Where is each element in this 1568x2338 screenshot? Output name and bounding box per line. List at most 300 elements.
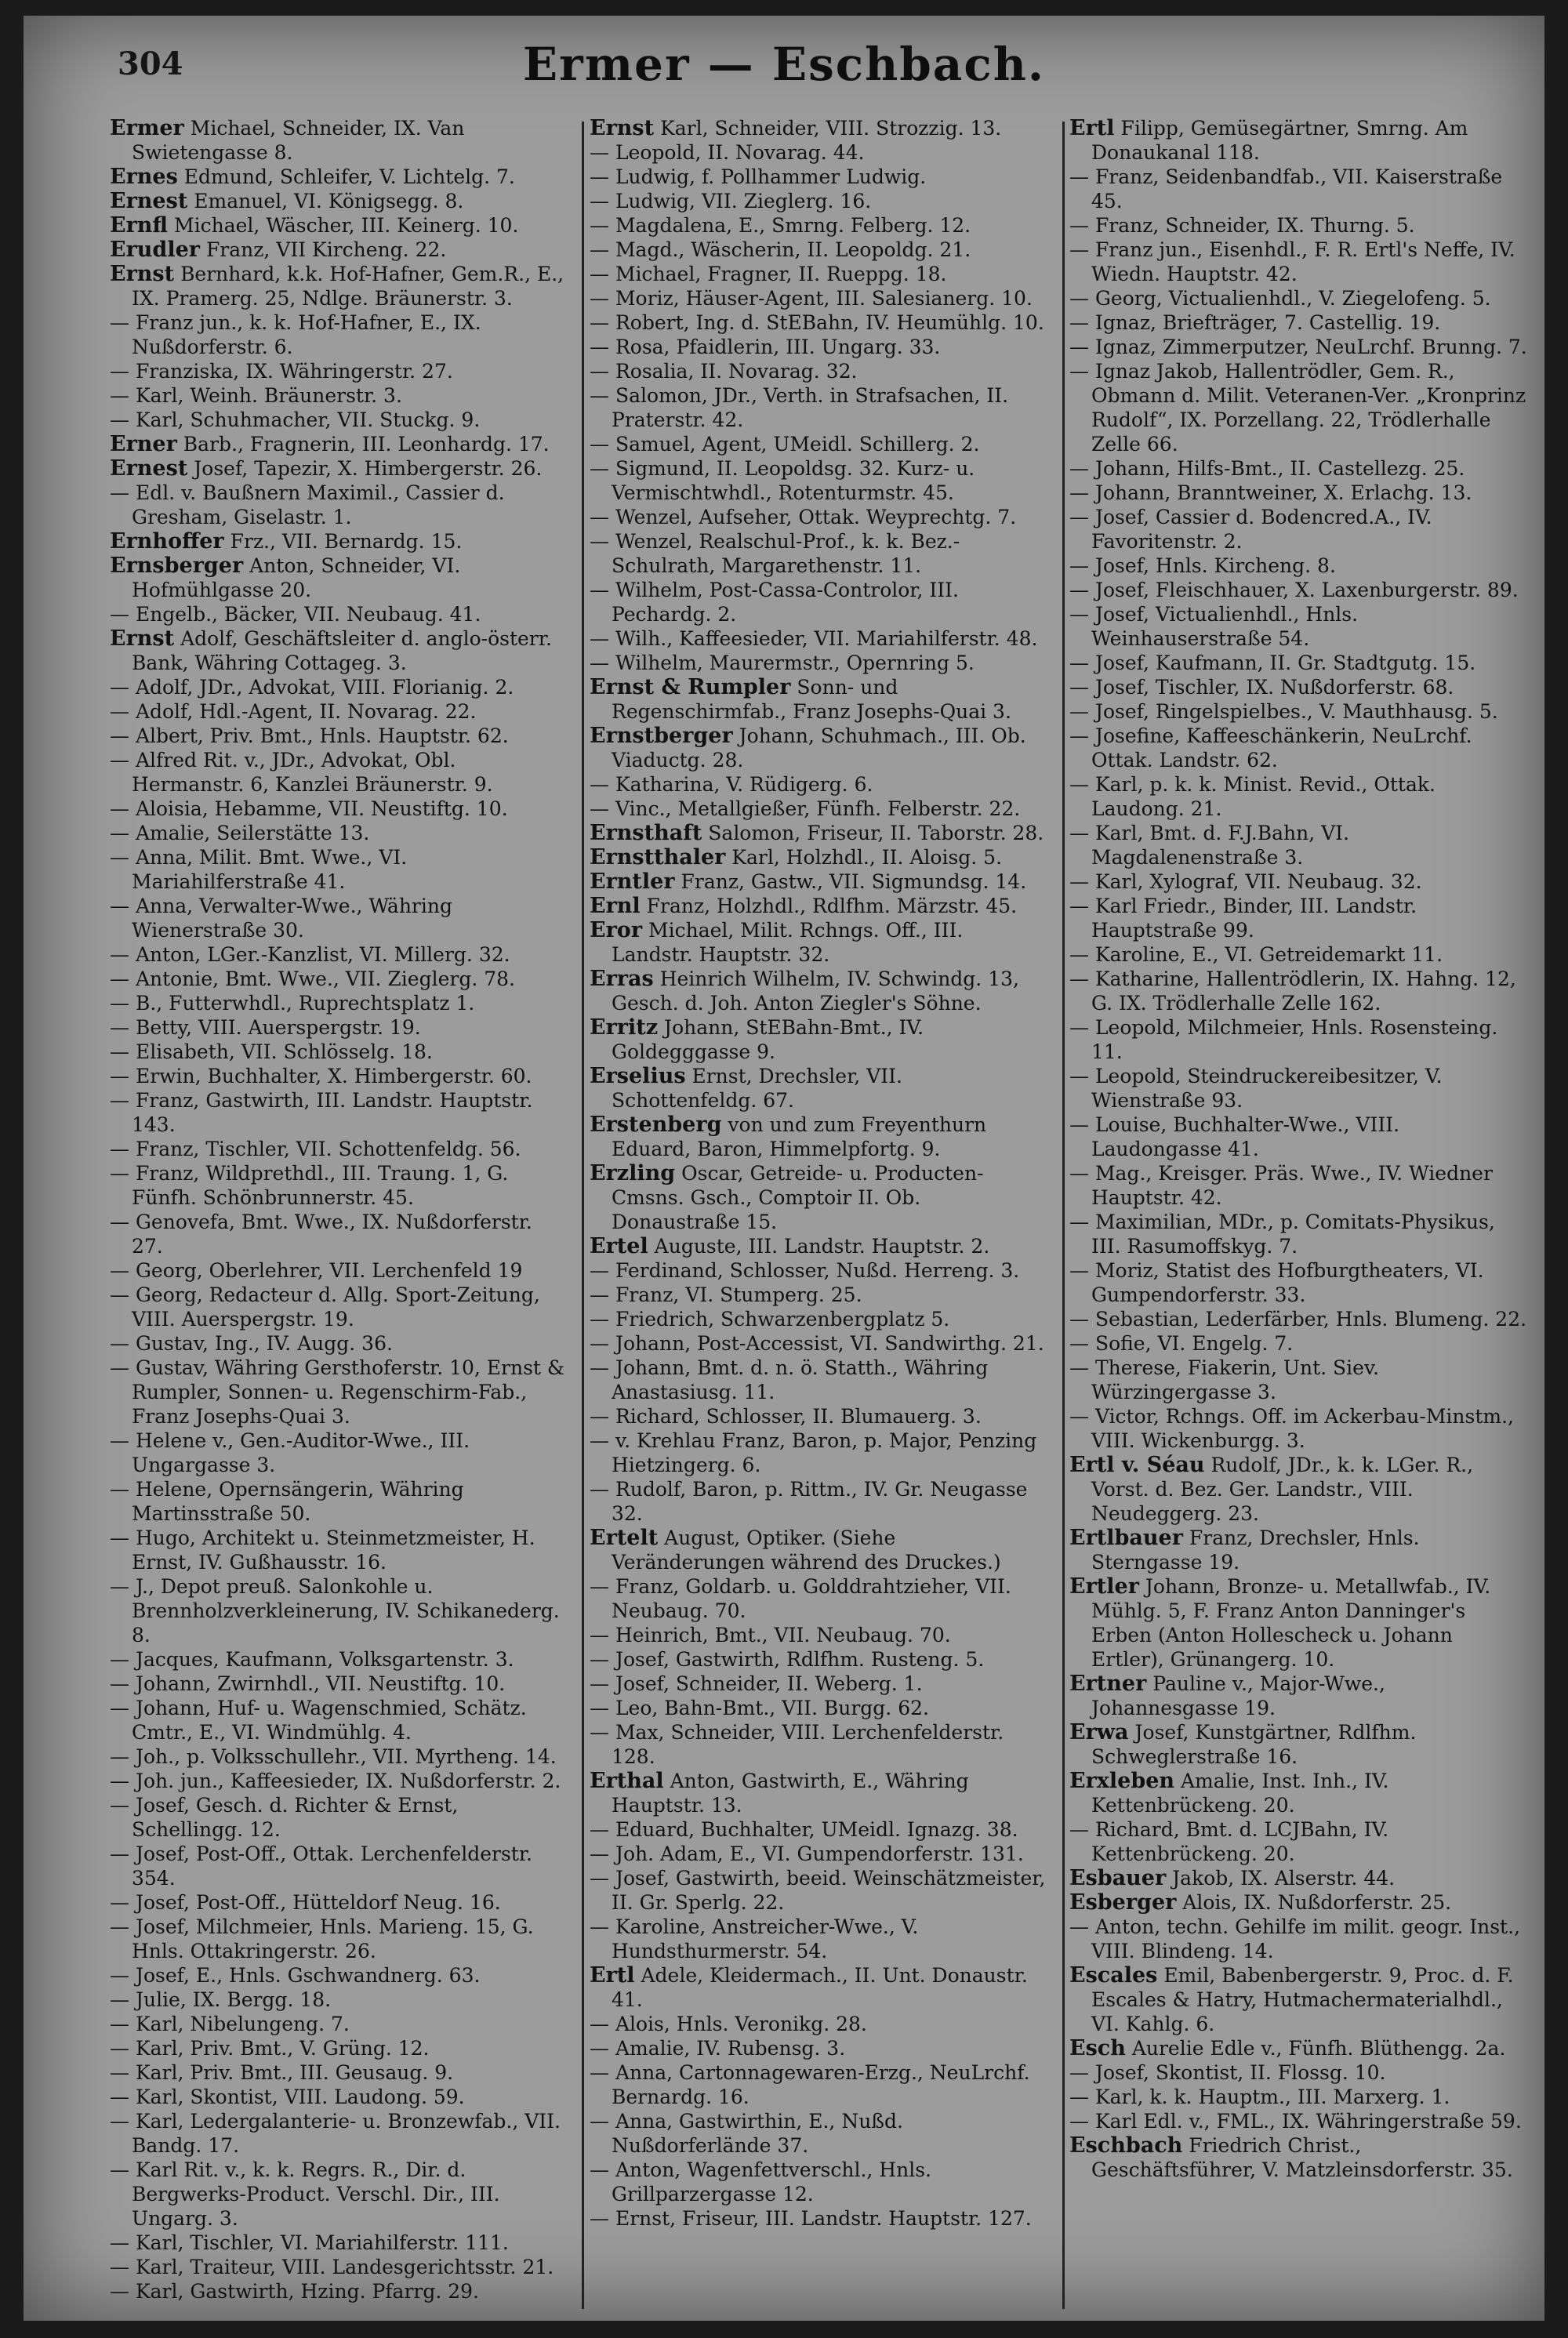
entry-text: — Katharine, Hallentrödlerin, IX. Hahng. 12, G. IX. Trödlerhalle Zelle 162. [1069, 968, 1516, 1015]
entry-text: von und zum Freyenthurn Eduard, Baron, Himmelpfortg. 9. [612, 1113, 987, 1160]
entry-text: — Adolf, JDr., Advokat, VIII. Florianig. 2. [110, 676, 514, 699]
entry-text: — Leopold, Milchmeier, Hnls. Rosensteing. 11. [1069, 1016, 1498, 1063]
directory-entry [1069, 578, 1528, 602]
directory-entry [1069, 675, 1528, 699]
entry-text: — Victor, Rchngs. Off. im Ackerbau-Minstm., VIII. Wickenburgg. 3. [1069, 1405, 1514, 1452]
entry-text: — Josef, Tischler, IX. Nußdorferstr. 68. [1069, 676, 1454, 699]
entry-text: — Ludwig, f. Pollhammer Ludwig. [590, 165, 927, 188]
entry-text: — Alois, Hnls. Veronikg. 28. [590, 2013, 867, 2035]
entry-text: — Wenzel, Aufseher, Ottak. Weyprechtg. 7. [590, 506, 1017, 528]
directory-entry [590, 772, 1048, 797]
directory-entry [110, 1915, 568, 1963]
directory-entry [590, 894, 1048, 918]
directory-entry [1069, 1258, 1528, 1307]
directory-entry [590, 1331, 1048, 1356]
entry-text: Franz, Gastw., VII. Sigmundsg. 14. [681, 870, 1027, 893]
directory-entry [110, 1161, 568, 1210]
entry-text: — Albert, Priv. Bmt., Hnls. Hauptstr. 62. [110, 724, 509, 747]
entry-text: — Josef, Gastwirth, Rdlfhm. Rusteng. 5. [590, 1648, 985, 1671]
entry-text: — Karl, Ledergalanterie- u. Bronzewfab., VII. Bandg. 17. [110, 2110, 561, 2157]
directory-entry [590, 1574, 1048, 1623]
directory-entry [110, 1356, 568, 1429]
directory-entry [1069, 1210, 1528, 1258]
directory-entry [590, 845, 1048, 869]
directory-entry [590, 1161, 1048, 1234]
entry-text: — Amalie, IV. Rubensg. 3. [590, 2037, 846, 2060]
page-number: 304 [118, 45, 183, 82]
entry-text: — Anton, techn. Gehilfe im milit. geogr. Inst., VIII. Blindeng. 14. [1069, 1915, 1520, 1962]
directory-page [24, 16, 1544, 2321]
entry-text: — Gustav, Ing., IV. Augg. 36. [110, 1332, 393, 1355]
directory-entry [590, 189, 1048, 213]
directory-entry [590, 1963, 1048, 2012]
directory-entry [590, 165, 1048, 189]
directory-entry [590, 869, 1048, 894]
entry-surname: Erwa [1069, 1720, 1129, 1744]
directory-entry [110, 408, 568, 432]
directory-entry [110, 1769, 568, 1793]
entry-surname: Ertler [1069, 1574, 1139, 1599]
entry-surname: Ernst & Rumpler [590, 675, 791, 699]
directory-entry [590, 1283, 1048, 1307]
entry-text: — Leo, Bahn-Bmt., VII. Burgg. 62. [590, 1697, 929, 1719]
directory-entry [110, 2158, 568, 2231]
directory-entry [1069, 1574, 1528, 1672]
column-middle [590, 116, 1048, 2311]
entry-text: — Alfred Rit. v., JDr., Advokat, Obl. Hermanstr. 6, Kanzlei Bräunerstr. 9. [110, 749, 493, 796]
directory-entry [1069, 1526, 1528, 1574]
directory-entry [110, 1793, 568, 1842]
directory-entry [590, 116, 1048, 140]
directory-entry [590, 578, 1048, 626]
entry-surname: Esbauer [1069, 1866, 1167, 1890]
entry-text: — Josef, Post-Off., Ottak. Lerchenfelderstr. 354. [110, 1842, 532, 1890]
entry-text: — B., Futterwhdl., Ruprechtsplatz 1. [110, 992, 475, 1015]
entry-surname: Ernst [110, 626, 175, 651]
directory-entry [1069, 1404, 1528, 1453]
entry-text: — Elisabeth, VII. Schlösselg. 18. [110, 1040, 433, 1063]
directory-entry [590, 1015, 1048, 1064]
directory-entry [1069, 1890, 1528, 1915]
entry-surname: Ernsberger [110, 554, 244, 578]
entry-text: — Richard, Bmt. d. LCJBahn, IV. Kettenbrückeng. 20. [1069, 1818, 1389, 1865]
entry-text: — Ferdinand, Schlosser, Nußd. Herreng. 3. [590, 1259, 1020, 1282]
entry-text: — Hugo, Architekt u. Steinmetzmeister, H. Ernst, IV. Gußhausstr. 16. [110, 1527, 535, 1574]
directory-entry [590, 2036, 1048, 2060]
entry-text: Salomon, Friseur, II. Taborstr. 28. [708, 822, 1044, 844]
entry-text: Jakob, IX. Alserstr. 44. [1172, 1867, 1396, 1890]
entry-text: — Karl, Bmt. d. F.J.Bahn, VI. Magdalenenstraße 3. [1069, 822, 1349, 869]
entry-surname: Ernes [110, 165, 178, 189]
entry-text: — Johann, Bmt. d. n. ö. Statth., Währing Anastasiusg. 11. [590, 1356, 989, 1403]
entry-text: — Josef, Victualienhdl., Hnls. Weinhauserstraße 54. [1069, 603, 1359, 650]
entry-text: — Karl, Tischler, VI. Mariahilferstr. 111. [110, 2231, 509, 2254]
directory-entry [590, 1234, 1048, 1258]
page-header [24, 16, 1544, 118]
directory-entry [110, 724, 568, 748]
entry-text: Emanuel, VI. Königsegg. 8. [194, 190, 464, 212]
entry-text: — Katharina, V. Rüdigerg. 6. [590, 773, 873, 796]
directory-entry [110, 1890, 568, 1915]
entry-text: Josef, Tapezir, X. Himbergerstr. 26. [194, 457, 543, 480]
entry-text: — Louise, Buchhalter-Wwe., VIII. Laudongasse 41. [1069, 1113, 1400, 1160]
directory-entry [110, 1842, 568, 1890]
entry-text: — Therese, Fiakerin, Unt. Siev. Würzingergasse 3. [1069, 1356, 1380, 1403]
directory-entry [110, 2255, 568, 2279]
entry-text: — Adolf, Hdl.-Agent, II. Novarag. 22. [110, 700, 477, 723]
entry-text: — Josef, Schneider, II. Weberg. 1. [590, 1672, 923, 1695]
directory-entry [1069, 456, 1528, 481]
entry-text: — Franz, Tischler, VII. Schottenfeldg. 56. [110, 1138, 521, 1160]
entry-text: — Magd., Wäscherin, II. Leopoldg. 21. [590, 238, 971, 261]
entry-text: — Michael, Fragner, II. Rueppg. 18. [590, 263, 947, 285]
directory-entry [1069, 1817, 1528, 1866]
directory-entry [110, 1477, 568, 1526]
directory-entry [590, 2158, 1048, 2206]
directory-entry [110, 699, 568, 724]
entry-surname: Ertl [1069, 116, 1115, 140]
entry-text: Johann, Schuhmach., III. Ob. Viaductg. 28. [612, 724, 1026, 771]
entry-text: — Sofie, VI. Engelg. 7. [1069, 1332, 1294, 1355]
directory-entry [590, 286, 1048, 310]
directory-entry [590, 2060, 1048, 2109]
directory-entry [1069, 651, 1528, 675]
entry-text: — Vinc., Metallgießer, Fünfh. Felberstr. 22. [590, 797, 1021, 820]
directory-entry [1069, 1064, 1528, 1113]
entry-text: — Franz, Wildprethdl., III. Traung. 1, G. Fünfh. Schönbrunnerstr. 45. [110, 1162, 509, 1209]
entry-text: Franz, VII Kircheng. 22. [205, 238, 447, 261]
directory-entry [1069, 869, 1528, 894]
entry-surname: Erxleben [1069, 1769, 1175, 1793]
entry-text: Karl, Schneider, VIII. Strozzig. 13. [660, 117, 1002, 140]
entry-text: — Karl, Weinh. Bräunerstr. 3. [110, 384, 402, 407]
entry-surname: Ertner [1069, 1672, 1147, 1696]
directory-entry [590, 238, 1048, 262]
entry-surname: Ertl [590, 1963, 635, 1988]
entry-text: — Franz, Seidenbandfab., VII. Kaiserstraße 45. [1069, 165, 1503, 212]
entry-text: Friedrich Christ., Geschäftsführer, V. Matzleinsdorferstr. 35. [1091, 2134, 1513, 2181]
entry-text: — Karl, Schuhmacher, VII. Stuckg. 9. [110, 408, 481, 431]
directory-entry [1069, 310, 1528, 335]
entry-text: — Anton, Wagenfettverschl., Hnls. Grillparzergasse 12. [590, 2158, 931, 2205]
entry-text: Franz, Drechsler, Hnls. Sterngasse 19. [1091, 1527, 1420, 1574]
directory-entry [590, 1356, 1048, 1404]
directory-entry [110, 432, 568, 456]
directory-entry [590, 1429, 1048, 1477]
directory-entry [1069, 1769, 1528, 1817]
entry-text: — Joh. Adam, E., VI. Gumpendorferstr. 131. [590, 1842, 1024, 1865]
entry-text: — Aloisia, Hebamme, VII. Neustiftg. 10. [110, 797, 508, 820]
directory-entry [110, 1015, 568, 1040]
directory-entry [590, 797, 1048, 821]
entry-text: — Julie, IX. Bergg. 18. [110, 1988, 332, 2011]
directory-entry [110, 481, 568, 529]
directory-entry [590, 1113, 1048, 1161]
directory-entry [1069, 481, 1528, 505]
directory-entry [110, 967, 568, 991]
entry-text: — Karl, Xylograf, VII. Neubaug. 32. [1069, 870, 1422, 893]
entry-text: — Franz, Schneider, IX. Thurng. 5. [1069, 214, 1415, 237]
entry-surname: Erthal [590, 1769, 664, 1793]
directory-entry [1069, 1963, 1528, 2036]
entry-text: — Anna, Cartonnagewaren-Erzg., NeuLrchf. Bernardg. 16. [590, 2061, 1030, 2108]
entry-text: — Franz jun., Eisenhdl., F. R. Ertl's Neffe, IV. Wiedn. Hauptstr. 42. [1069, 238, 1515, 285]
directory-entry [110, 821, 568, 845]
directory-entry [590, 2109, 1048, 2158]
directory-entry [1069, 554, 1528, 578]
entry-surname: Ertel [590, 1234, 648, 1258]
entry-text: Aurelie Edle v., Fünfh. Blüthengg. 2a. [1131, 2037, 1506, 2060]
entry-text: — Wenzel, Realschul-Prof., k. k. Bez.-Schulrath, Margarethenstr. 11. [590, 530, 960, 577]
directory-entry [590, 213, 1048, 238]
entry-text: — Ignaz, Zimmerputzer, NeuLrchf. Brunng. 7. [1069, 336, 1527, 358]
directory-entry [110, 2231, 568, 2255]
directory-entry [1069, 772, 1528, 821]
entry-text: — Franz jun., k. k. Hof-Hafner, E., IX. Nußdorferstr. 6. [110, 311, 481, 358]
entry-text: — Karl, Gastwirth, Hzing. Pfarrg. 29. [110, 2280, 480, 2303]
directory-entry [110, 554, 568, 602]
directory-entry [590, 821, 1048, 845]
entry-text: — Wilhelm, Maurermstr., Opernring 5. [590, 652, 975, 674]
directory-entry [590, 310, 1048, 335]
entry-text: — Karl, k. k. Hauptm., III. Marxerg. 1. [1069, 2086, 1450, 2108]
directory-entry [110, 165, 568, 189]
directory-entry [1069, 1866, 1528, 1890]
directory-entry [110, 894, 568, 942]
entry-text: — Rosa, Pfaidlerin, III. Ungarg. 33. [590, 336, 941, 358]
entry-text: Michael, Schneider, IX. Van Swietengasse 8. [132, 117, 465, 164]
directory-entry [590, 1064, 1048, 1113]
entry-surname: Ernst [110, 262, 175, 286]
entry-text: — Maximilian, MDr., p. Comitats-Physikus, III. Rasumoffskyg. 7. [1069, 1211, 1495, 1258]
entry-text: — Josef, Milchmeier, Hnls. Marieng. 15, G. Hnls. Ottakringerstr. 26. [110, 1915, 534, 1962]
entry-text: — Josef, Kaufmann, II. Gr. Stadtgutg. 15. [1069, 652, 1476, 674]
entry-surname: Eror [590, 918, 643, 942]
entry-text: — Gustav, Währing Gersthoferstr. 10, Ernst & Rumpler, Sonnen- u. Regenschirm-Fab., Franz Josephs-Quai 3. [110, 1356, 565, 1428]
directory-entry [1069, 2085, 1528, 2109]
directory-entry [1069, 165, 1528, 213]
entry-surname: Esberger [1069, 1890, 1177, 1915]
entry-text: — Ignaz, Briefträger, 7. Castellig. 19. [1069, 311, 1441, 334]
entry-text: — Anna, Verwalter-Wwe., Währing Wienerstraße 30. [110, 895, 452, 942]
directory-entry [1069, 1331, 1528, 1356]
entry-text: Frz., VII. Bernardg. 15. [230, 530, 463, 553]
directory-entry [110, 1526, 568, 1574]
directory-entry [110, 2279, 568, 2304]
entry-text: — Josef, Cassier d. Bodencred.A., IV. Favoritenstr. 2. [1069, 506, 1432, 553]
directory-entry [590, 456, 1048, 505]
directory-entry [110, 383, 568, 408]
directory-entry [110, 2012, 568, 2036]
directory-entry [110, 1429, 568, 1477]
entry-text: — Anna, Milit. Bmt. Wwe., VI. Mariahilferstraße 41. [110, 846, 408, 893]
entry-text: — Karoline, E., VI. Getreidemarkt 11. [1069, 943, 1443, 966]
directory-entry [110, 529, 568, 554]
directory-entry [590, 383, 1048, 432]
entry-text: — Karl, Priv. Bmt., III. Geusaug. 9. [110, 2061, 454, 2084]
entry-text: Edmund, Schleifer, V. Lichtelg. 7. [183, 165, 515, 188]
entry-text: — Josefine, Kaffeeschänkerin, NeuLrchf. Ottak. Landstr. 62. [1069, 724, 1472, 771]
directory-entry [590, 724, 1048, 772]
directory-entry [1069, 967, 1528, 1015]
entry-text: Amalie, Inst. Inh., IV. Kettenbrückeng. 20. [1091, 1770, 1389, 1817]
directory-entry [110, 1963, 568, 1988]
entry-text: — Ludwig, VII. Zieglerg. 16. [590, 190, 872, 212]
entry-surname: Erner [110, 432, 177, 456]
directory-entry [110, 1647, 568, 1672]
entry-text: — Helene v., Gen.-Auditor-Wwe., III. Ungargasse 3. [110, 1429, 470, 1476]
entry-text: — Ernst, Friseur, III. Landstr. Hauptstr. 127. [590, 2207, 1032, 2230]
entry-text: — Leopold, Steindruckereibesitzer, V. Wienstraße 93. [1069, 1065, 1443, 1112]
directory-entry [1069, 1720, 1528, 1769]
directory-entry [110, 1088, 568, 1137]
entry-text: — Max, Schneider, VIII. Lerchenfelderstr. 128. [590, 1721, 1004, 1768]
directory-entry [1069, 699, 1528, 724]
directory-entry [590, 335, 1048, 359]
entry-surname: Ernstberger [590, 724, 733, 748]
entry-surname: Ernhoffer [110, 529, 224, 554]
entry-text: — Karl, Nibelungeng. 7. [110, 2013, 350, 2035]
directory-entry [590, 262, 1048, 286]
directory-entry [590, 140, 1048, 165]
entry-text: — Josef, Hnls. Kircheng. 8. [1069, 554, 1336, 577]
directory-entry [110, 1696, 568, 1744]
directory-entry [110, 1040, 568, 1064]
directory-entry [590, 1720, 1048, 1769]
entry-text: — Edl. v. Baußnern Maximil., Cassier d. Gresham, Giselastr. 1. [110, 481, 505, 528]
entry-text: — Johann, Hilfs-Bmt., II. Castellezg. 25. [1069, 457, 1465, 480]
entry-surname: Erzling [590, 1161, 676, 1185]
directory-entry [110, 2060, 568, 2085]
directory-entry [110, 626, 568, 675]
directory-entry [1069, 213, 1528, 238]
entry-text: Sonn- und Regenschirmfab., Franz Josephs-Quai 3. [612, 676, 1011, 723]
directory-entry [110, 456, 568, 481]
entry-text: — Josef, E., Hnls. Gschwandnerg. 63. [110, 1964, 481, 1987]
directory-entry [590, 675, 1048, 724]
entry-text: — Engelb., Bäcker, VII. Neubaug. 41. [110, 603, 481, 626]
directory-entry [110, 2036, 568, 2060]
directory-entry [110, 213, 568, 238]
entry-surname: Ernst [590, 116, 655, 140]
entry-text: — Karl, Traiteur, VIII. Landesgerichtsstr. 21. [110, 2256, 554, 2278]
directory-entry [590, 1696, 1048, 1720]
entry-text: — Karl, Priv. Bmt., V. Grüng. 12. [110, 2037, 430, 2060]
entry-text: — Georg, Redacteur d. Allg. Sport-Zeitung, VIII. Auerspergstr. 19. [110, 1283, 540, 1331]
entry-text: — Karoline, Anstreicher-Wwe., V. Hundsthurmerstr. 54. [590, 1915, 919, 1962]
entry-text: — Johann, Zwirnhdl., VII. Neustiftg. 10. [110, 1672, 506, 1695]
entry-text: — Johann, Post-Accessist, VI. Sandwirthg. 21. [590, 1332, 1044, 1355]
entry-text: Adele, Kleidermach., II. Unt. Donaustr. 41. [612, 1964, 1028, 2011]
entry-text: — Josef, Ringelspielbes., V. Mauthhausg. 5. [1069, 700, 1498, 723]
entry-text: — v. Krehlau Franz, Baron, p. Major, Penzing Hietzingerg. 6. [590, 1429, 1037, 1476]
entry-text: Michael, Wäscher, III. Keinerg. 10. [174, 214, 519, 237]
directory-entry [1069, 2133, 1528, 2182]
directory-entry [1069, 238, 1528, 286]
directory-entry [110, 845, 568, 894]
entry-text: — Leopold, II. Novarag. 44. [590, 141, 865, 164]
directory-entry [590, 359, 1048, 383]
directory-entry [1069, 286, 1528, 310]
directory-entry [590, 1842, 1048, 1866]
entry-text: August, Optiker. (Siehe Veränderungen während des Druckes.) [612, 1527, 1001, 1574]
directory-entry [1069, 1915, 1528, 1963]
entry-text: Ernst, Drechsler, VII. Schottenfeldg. 67. [612, 1065, 902, 1112]
entry-text: — Franz, Goldarb. u. Golddrahtzieher, VII. Neubaug. 70. [590, 1575, 1011, 1622]
entry-text: Alois, IX. Nußdorferstr. 25. [1182, 1891, 1452, 1914]
column-left [110, 116, 568, 2311]
directory-entry [110, 116, 568, 165]
entry-text: — Karl, Skontist, VIII. Laudong. 59. [110, 2086, 465, 2108]
entry-text: Filipp, Gemüsegärtner, Smrng. Am Donaukanal 118. [1091, 117, 1468, 164]
directory-entry [110, 1258, 568, 1283]
directory-entry [1069, 602, 1528, 651]
directory-entry [590, 529, 1048, 578]
entry-text: — Eduard, Buchhalter, UMeidl. Ignazg. 38. [590, 1818, 1018, 1841]
directory-entry [590, 918, 1048, 967]
directory-entry [110, 1137, 568, 1161]
entry-surname: Ernstthaler [590, 845, 726, 869]
directory-entry [110, 1988, 568, 2012]
directory-entry [110, 1064, 568, 1088]
directory-entry [1069, 821, 1528, 869]
entry-text: — Genovefa, Bmt. Wwe., IX. Nußdorferstr. 27. [110, 1211, 532, 1258]
entry-text: Anton, Gastwirth, E., Währing Hauptstr. 13. [612, 1770, 969, 1817]
entry-surname: Ermer [110, 116, 184, 140]
directory-entry [590, 1672, 1048, 1696]
entry-text: Emil, Babenbergerstr. 9, Proc. d. F. Escales & Hatry, Hutmachermaterialhdl., VI. Kahlg. 6. [1091, 1964, 1514, 2035]
directory-entry [110, 2109, 568, 2158]
directory-entry [110, 189, 568, 213]
entry-text: — Franz, Gastwirth, III. Landstr. Hauptstr. 143. [110, 1089, 533, 1136]
entry-text: — Sigmund, II. Leopoldsg. 32. Kurz- u. Vermischtwhdl., Rotenturmstr. 45. [590, 457, 975, 504]
directory-entry [1069, 2109, 1528, 2133]
entry-surname: Erras [590, 967, 654, 991]
entry-surname: Ernest [110, 189, 188, 213]
entry-text: — Robert, Ing. d. StEBahn, IV. Heumühlg. 10. [590, 311, 1044, 334]
directory-entry [590, 1769, 1048, 1817]
directory-entry [110, 991, 568, 1015]
entry-text: Franz, Holzhdl., Rdlfhm. Märzstr. 45. [646, 895, 1018, 917]
entry-text: — Karl, p. k. k. Minist. Revid., Ottak. Laudong. 21. [1069, 773, 1436, 820]
entry-text: — Rudolf, Baron, p. Rittm., IV. Gr. Neugasse 32. [590, 1478, 1028, 1525]
directory-entry [1069, 1161, 1528, 1210]
entry-text: — Erwin, Buchhalter, X. Himbergerstr. 60. [110, 1065, 532, 1087]
directory-entry [110, 262, 568, 310]
entry-text: — Helene, Opernsängerin, Währing Martinsstraße 50. [110, 1478, 464, 1525]
directory-entry [590, 2012, 1048, 2036]
entry-surname: Ertelt [590, 1526, 659, 1550]
entry-surname: Erritz [590, 1015, 659, 1040]
entry-text: — Joh. jun., Kaffeesieder, IX. Nußdorferstr. 2. [110, 1770, 561, 1792]
entry-text: — Anton, LGer.-Kanzlist, VI. Millerg. 32. [110, 943, 510, 966]
directory-entry [590, 967, 1048, 1015]
entry-text: — Johann, Huf- u. Wagenschmied, Schätz. Cmtr., E., VI. Windmühlg. 4. [110, 1697, 527, 1744]
directory-entry [1069, 1356, 1528, 1404]
directory-entry [110, 748, 568, 797]
entry-surname: Erselius [590, 1064, 686, 1088]
directory-entry [110, 1672, 568, 1696]
directory-entry [110, 1210, 568, 1258]
entry-text: — Johann, Branntweiner, X. Erlachg. 13. [1069, 481, 1472, 504]
directory-entry [590, 505, 1048, 529]
entry-text: — Salomon, JDr., Verth. in Strafsachen, II. Praterstr. 42. [590, 384, 1009, 431]
directory-entry [1069, 1307, 1528, 1331]
entry-text: Rudolf, JDr., k. k. LGer. R., Vorst. d. Bez. Ger. Landstr., VIII. Neudeggerg. 23. [1091, 1454, 1474, 1525]
directory-entry [1069, 2036, 1528, 2060]
directory-entry [1069, 359, 1528, 456]
running-title: Ermer — Eschbach. [522, 38, 1046, 91]
